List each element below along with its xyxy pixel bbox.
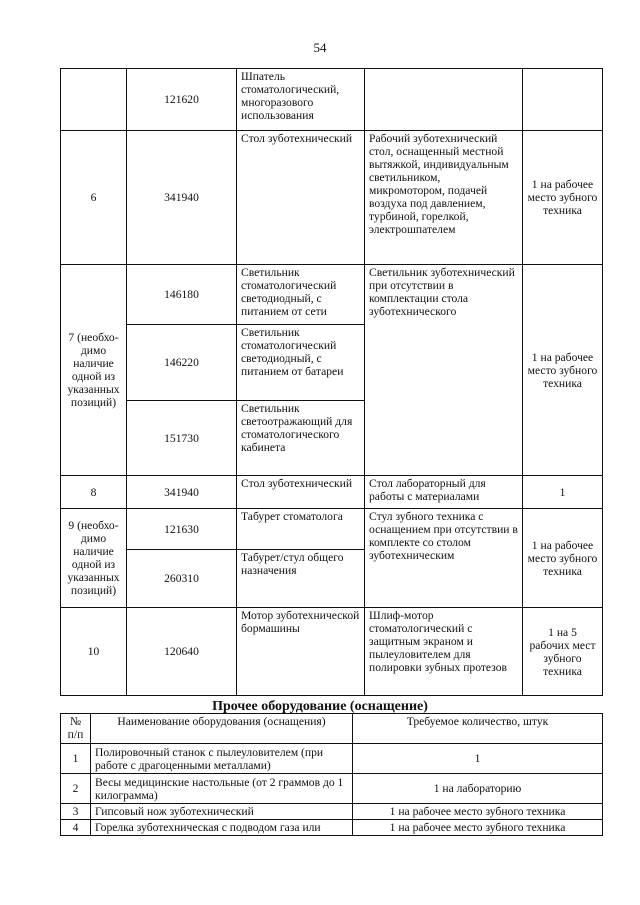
table-row: [61, 774, 603, 804]
row-name: Весы медицинские настольные (от 2 граммов до 1 килограмма): [91, 774, 353, 804]
table-row: [61, 744, 603, 774]
item-quantity: 1 на рабочее место зубного техника: [523, 265, 603, 476]
item-code: 151730: [127, 401, 237, 476]
item-quantity-cell: [523, 69, 603, 131]
item-name: Светильник стоматологический светодиодный, с питанием от сети: [237, 265, 365, 325]
item-number: 10: [61, 608, 127, 696]
item-quantity: 1 на рабочее место зубного техника: [523, 131, 603, 265]
item-requirement: Стол лабораторный для работы с материалами: [365, 476, 523, 509]
item-quantity: 1 на рабочее место зубного техника: [523, 509, 603, 608]
item-number: 9 (необхо-димо наличие одной из указанных позиций): [61, 509, 127, 608]
item-name: Светильник стоматологический светодиодный, с питанием от батареи: [237, 325, 365, 401]
item-requirement-cell: [365, 69, 523, 131]
item-requirement: Светильник зуботехнический при отсутствии в комплектации стола зуботехнического: [365, 265, 523, 476]
column-header-name: Наименование оборудования (оснащения): [91, 714, 353, 744]
item-number: 7 (необхо-димо наличие одной из указанных позиций): [61, 265, 127, 476]
item-requirement: Стул зубного техника с оснащением при отсутствии в комплекте со столом зуботехническим: [365, 509, 523, 608]
row-quantity: 1 на лабораторию: [353, 774, 603, 804]
item-requirement: Шлиф-мотор стоматологический с защитным экраном и пылеуловителем для полировки зубных протезов: [365, 608, 523, 696]
table-header-row: [61, 714, 603, 744]
row-number: 4: [61, 820, 91, 836]
item-quantity: 1: [523, 476, 603, 509]
row-quantity: 1 на рабочее место зубного техника: [353, 820, 603, 836]
item-number: 6: [61, 131, 127, 265]
item-quantity: 1 на 5 рабочих мест зубного техника: [523, 608, 603, 696]
item-name: Стол зуботехнический: [237, 476, 365, 509]
item-number: 8: [61, 476, 127, 509]
table-row: [61, 131, 603, 265]
page-number: 54: [313, 40, 327, 55]
table-row: [61, 608, 603, 696]
row-number: 1: [61, 744, 91, 774]
item-code: 146180: [127, 265, 237, 325]
item-name: Шпатель стоматологический, многоразового использования: [237, 69, 365, 131]
table-row: [61, 820, 603, 836]
row-number: 3: [61, 804, 91, 820]
item-code: 121630: [127, 509, 237, 550]
column-header-quantity: Требуемое количество, штук: [353, 714, 603, 744]
item-name: Табурет стоматолога: [237, 509, 365, 550]
item-code: 341940: [127, 131, 237, 265]
row-name: Полировочный станок с пылеуловителем (при работе с драгоценными металлами): [91, 744, 353, 774]
item-name: Стол зуботехнический: [237, 131, 365, 265]
table-row: [61, 804, 603, 820]
item-name: Светильник светоотражающий для стоматологического кабинета: [237, 401, 365, 476]
section-title: Прочее оборудование (оснащение): [212, 699, 428, 714]
item-requirement: Рабочий зуботехнический стол, оснащенный местной вытяжкой, индивидуальным светильником, микромотором, подачей воздуха под давлением, турбиной, горелкой, электрошпателем: [365, 131, 523, 265]
item-name: Мотор зуботехнической бормашины: [237, 608, 365, 696]
row-quantity: 1: [353, 744, 603, 774]
column-header-number: № п/п: [61, 714, 91, 744]
table-row: [61, 476, 603, 509]
item-code: 341940: [127, 476, 237, 509]
item-code: 260310: [127, 550, 237, 608]
row-name: Гипсовый нож зуботехнический: [91, 804, 353, 820]
other-equipment-table: [60, 713, 603, 836]
item-number-cell: [61, 69, 127, 131]
table-row: [61, 509, 603, 550]
row-name: Горелка зуботехническая с подводом газа или: [91, 820, 353, 836]
row-number: 2: [61, 774, 91, 804]
table-row: [61, 69, 603, 131]
item-code: 121620: [127, 69, 237, 131]
item-code: 146220: [127, 325, 237, 401]
equipment-table: [60, 68, 603, 696]
row-quantity: 1 на рабочее место зубного техника: [353, 804, 603, 820]
table-row: [61, 265, 603, 325]
item-code: 120640: [127, 608, 237, 696]
item-name: Табурет/стул общего назначения: [237, 550, 365, 608]
